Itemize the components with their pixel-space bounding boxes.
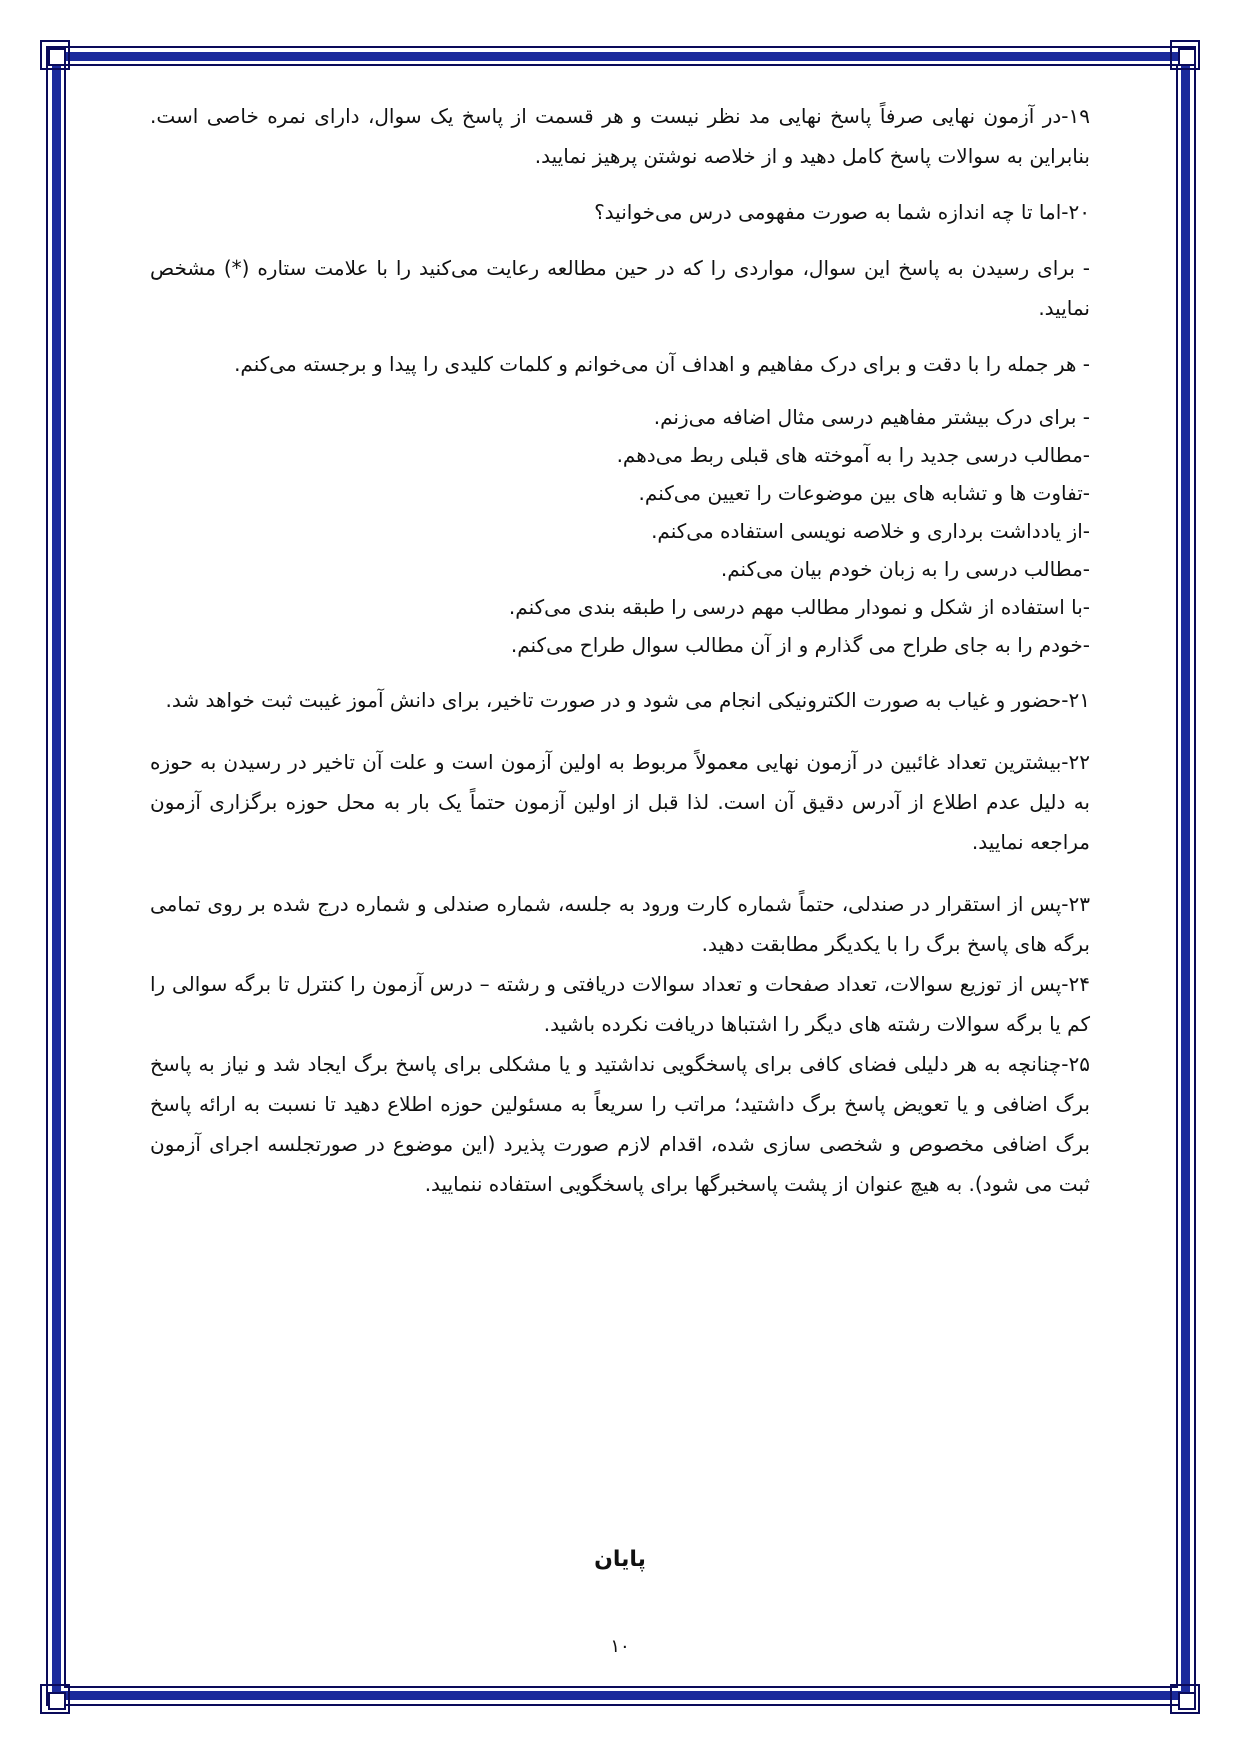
frame-corner-ornament	[1170, 1684, 1200, 1714]
paragraph-20-note-1: - برای رسیدن به پاسخ این سوال، مواردی را که در حین مطالعه رعایت می‌کنید را با علامت ستاره (*) مشخص نمایید.	[150, 256, 1090, 320]
paragraph-25: ۲۵-چنانچه به هر دلیلی فضای کافی برای پاسخگویی نداشتید و یا مشکلی برای پاسخ برگ ایجاد شد و نیاز به پاسخ برگ اضافی و یا تعویض پاسخ برگ داشتید؛ مراتب را سریعاً به مسئولین حوزه اطلاع دهید تا نسبت به ارائه پاسخ برگ اضافی مخصوص و شخصی سازی شده، اقدام لازم صورت پذیرد (این موضوع در صورتجلسه اجرای آزمون ثبت می شود). به هیچ عنوان از پشت پاسخبرگها برای پاسخگویی استفاده ننمایید.	[150, 1052, 1090, 1196]
end-label: پایان	[594, 1547, 646, 1572]
paragraph-22: ۲۲-بیشترین تعداد غائبین در آزمون نهایی معمولاً مربوط به اولین آزمون است و علت آن تاخیر در رسیدن به حوزه به دلیل عدم اطلاع از آدرس دقیق آن است. لذا قبل از اولین آزمون حتماً یک بار به محل حوزه برگزاری آزمون مراجعه نمایید.	[150, 750, 1090, 854]
frame-corner-ornament	[40, 40, 70, 70]
paragraph-20: ۲۰-اما تا چه اندازه شما به صورت مفهومی درس می‌خوانید؟	[594, 200, 1090, 224]
checklist-item: -مطالب درسی را به زبان خودم بیان می‌کنم.	[720, 557, 1090, 581]
checklist-item: -تفاوت ها و تشابه های بین موضوعات را تعیین می‌کنم.	[638, 481, 1090, 505]
checklist-item: -با استفاده از شکل و نمودار مطالب مهم درسی را طبقه بندی می‌کنم.	[508, 595, 1090, 619]
paragraph-21: ۲۱-حضور و غیاب به صورت الکترونیکی انجام می شود و در صورت تاخیر، برای دانش آموز غیبت ثبت خواهد شد.	[165, 688, 1090, 712]
paragraph-20-note-2: - هر جمله را با دقت و برای درک مفاهیم و اهداف آن می‌خوانم و کلمات کلیدی را پیدا و برجسته می‌کنم.	[234, 352, 1090, 376]
document-body	[150, 96, 1090, 1204]
frame-corner-ornament	[40, 1684, 70, 1714]
checklist-item: -خودم را به جای طراح می گذارم و از آن مطالب سوال طراح می‌کنم.	[510, 633, 1090, 657]
page-number: ۱۰	[610, 1636, 630, 1657]
frame-corner-ornament	[1170, 40, 1200, 70]
paragraph-19: ۱۹-در آزمون نهایی صرفاً پاسخ نهایی مد نظر نیست و هر قسمت از پاسخ یک سوال، دارای نمره خاصی است. بنابراین به سوالات پاسخ کامل دهید و از خلاصه نوشتن پرهیز نمایید.	[150, 104, 1090, 168]
checklist-item: -مطالب درسی جدید را به آموخته های قبلی ربط می‌دهم.	[616, 443, 1090, 467]
paragraph-23: ۲۳-پس از استقرار در صندلی، حتماً شماره کارت ورود به جلسه، شماره صندلی و شماره درج شده بر روی تمامی برگه های پاسخ برگ را با یکدیگر مطابقت دهید.	[150, 892, 1090, 956]
study-checklist	[150, 398, 1090, 664]
checklist-item: -از یادداشت برداری و خلاصه نویسی استفاده می‌کنم.	[651, 519, 1090, 543]
checklist-item: - برای درک بیشتر مفاهیم درسی مثال اضافه می‌زنم.	[653, 405, 1090, 429]
paragraph-24: ۲۴-پس از توزیع سوالات، تعداد صفحات و تعداد سوالات دریافتی و رشته – درس آزمون را کنترل تا برگه سوالی را کم یا برگه سوالات رشته های دیگر را اشتباها دریافت نکرده باشید.	[150, 972, 1090, 1036]
